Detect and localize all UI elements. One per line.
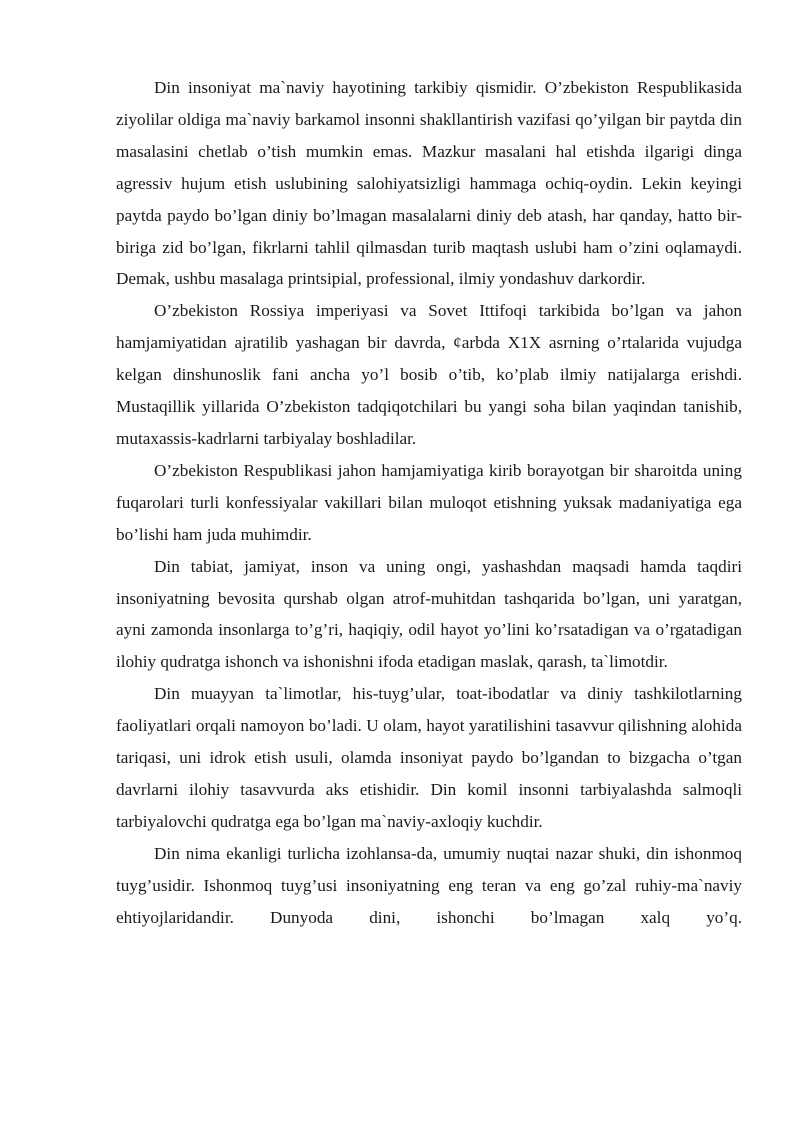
paragraph-6: Din nima ekanligi turlicha izohlansa-da, umumiy nuqtai nazar shuki, din ishonmoq tuyg’usidir. Ishonmoq tuyg’usi insoniyatning eng teran va eng go’zal ruhiy-ma`naviy ehtiyojlaridandir. Dunyoda dini, ishonchi bo’lmagan xalq yo’q. (116, 843, 742, 927)
paragraph-5: Din muayyan ta`limotlar, his-tuyg’ular, toat-ibodatlar va diniy tashkilotlarning faoliyatlari orqali namoyon bo’ladi. U olam, hayot yaratilishini tasavvur qilishning alohida tariqasi, uni idrok etish usuli, olamda insoniyat paydo bo’lgandan to bizgacha o’tgan davrlarni ilohiy tasavvurda aks etishidir. Din komil insonni tarbiyalashda salmoqli tarbiyalovchi qudratga ega bo’lgan ma`naviy-axloqiy kuchdir. (116, 684, 742, 831)
paragraph-4: Din tabiat, jamiyat, inson va uning ongi, yashashdan maqsadi hamda taqdiri insoniyatning bevosita qurshab olgan atrof-muhitdan tashqarida bo’lgan, uni yaratgan, ayni zamonda insonlarga to’g’ri, haqiqiy, odil hayot yo’lini ko’rsatadigan va o’rgatadigan ilohiy qudratga ishonch va ishonishni ifoda etadigan maslak, qarash, ta`limotdir. (116, 556, 742, 672)
document-body (116, 72, 742, 933)
paragraph-1: Din insoniyat ma`naviy hayotining tarkibiy qismidir. O’zbekiston Respublikasida ziyolilar oldiga ma`naviy barkamol insonni shakllantirish vazifasi qo’yilgan bir paytda din masalasini chetlab o’tish mumkin emas. Mazkur masalani hal etishda ilgarigi dinga agressiv hujum etish uslubining salohiyatsizligi hammaga ochiq-oydin. Lekin keyingi paytda paydo bo’lgan diniy bo’lmagan masalalarni diniy deb atash, har qanday, hatto bir-biriga zid bo’lgan, fikrlarni tahlil qilmasdan turib maqtash uslubi ham o’zini oqlamaydi. Demak, ushbu masalaga printsipial, professional, ilmiy yondashuv darkordir. (116, 78, 742, 289)
paragraph-2: O’zbekiston Rossiya imperiyasi va Sovet Ittifoqi tarkibida bo’lgan va jahon hamjamiyatidan ajratilib yashagan bir davrda, ¢arbda X1X asrning o’rtalarida vujudga kelgan dinshunoslik fani ancha yo’l bosib o’tib, ko’plab ilmiy natijalarga erishdi. Mustaqillik yillarida O’zbekiston tadqiqotchilari bu yangi soha bilan yaqindan tanishib, mutaxassis-kadrlarni tarbiyalay boshladilar. (116, 301, 742, 448)
paragraph-3: O’zbekiston Respublikasi jahon hamjamiyatiga kirib borayotgan bir sharoitda uning fuqarolari turli konfessiyalar vakillari bilan muloqot etishning yuksak madaniyatiga ega bo’lishi ham juda muhimdir. (116, 460, 742, 544)
